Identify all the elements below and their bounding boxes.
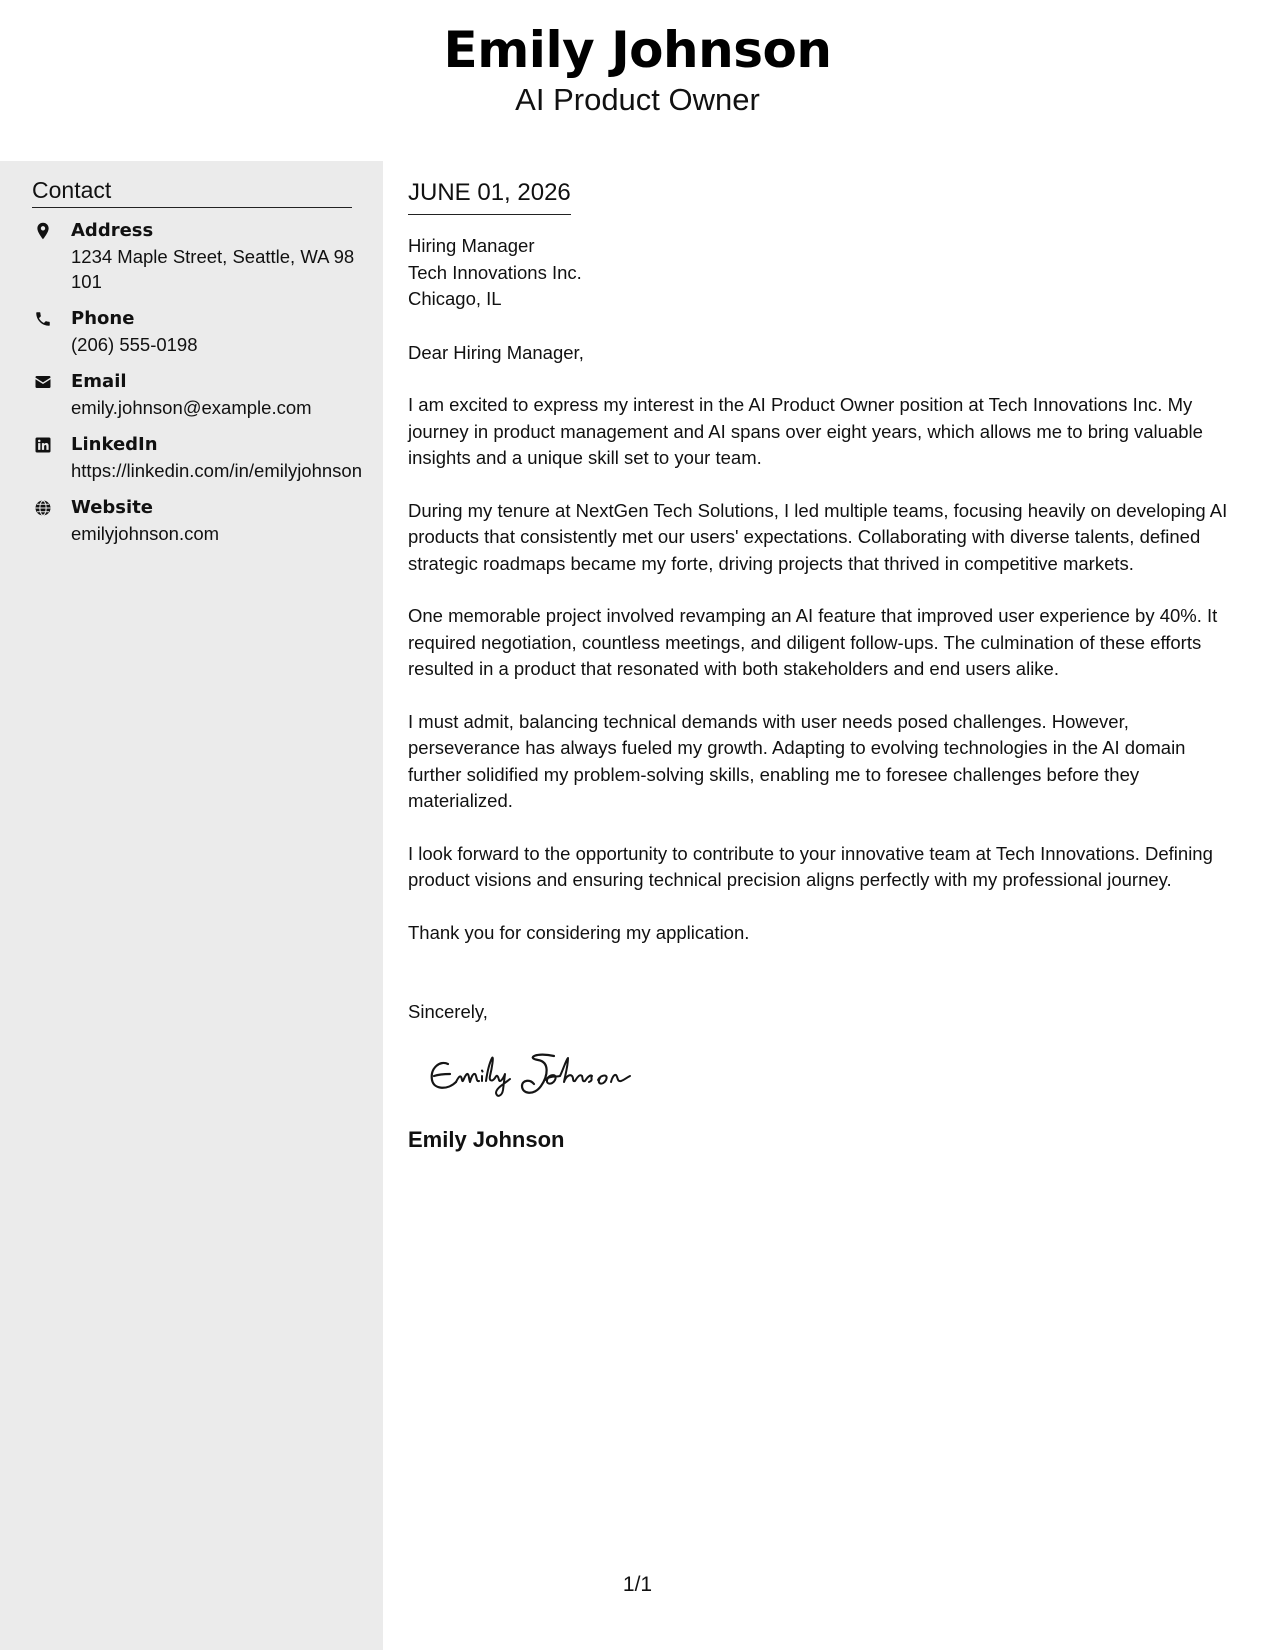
- salutation: Dear Hiring Manager,: [408, 341, 584, 363]
- paragraph: I look forward to the opportunity to contribute to your innovative team at Tech Innovations. Defining product visions and ensuring technical precision aligns perfectly with my professional journey.: [408, 842, 1213, 890]
- contact-list: [32, 218, 362, 558]
- website-value: emilyjohnson.com: [71, 523, 220, 544]
- contact-heading: Contact: [32, 174, 352, 208]
- contact-email: [32, 369, 362, 420]
- signer-name: Emily Johnson: [408, 1126, 565, 1152]
- paragraph: During my tenure at NextGen Tech Solutions, I led multiple teams, focusing heavily on developing AI products that consistently met our users' expectations. Collaborating with diverse talents, defined strategic roadmaps became my forte, driving projects that thrived in competitive markets.: [408, 499, 1228, 574]
- contact-website: [32, 495, 362, 546]
- address-label: Address: [71, 220, 154, 241]
- email-value: emily.johnson@example.com: [71, 397, 312, 418]
- recipient-name: Hiring Manager: [408, 235, 535, 256]
- contact-address: [32, 218, 362, 294]
- address-value: 1234 Maple Street, Seattle, WA 98101: [71, 246, 355, 292]
- paragraph: Thank you for considering my application.: [408, 921, 750, 943]
- paragraph: I must admit, balancing technical demands with user needs posed challenges. However, perseverance has always fueled my growth. Adapting to evolving technologies in the AI domain further solidified my problem-solving skills, enabling me to foresee challenges before they materialized.: [408, 710, 1186, 811]
- page-header: [0, 0, 1275, 160]
- website-label: Website: [71, 497, 154, 518]
- globe-icon: [34, 499, 52, 517]
- contact-linkedin: [32, 432, 362, 483]
- letter-body: [408, 176, 1240, 1155]
- signature-image: [426, 1046, 656, 1104]
- linkedin-label: LinkedIn: [71, 434, 158, 455]
- applicant-name: Emily Johnson: [443, 21, 832, 79]
- contact-phone: [32, 306, 362, 357]
- recipient-location: Chicago, IL: [408, 288, 502, 309]
- paragraph: I am excited to express my interest in the AI Product Owner position at Tech Innovations Inc. My journey in product management and AI spans over eight years, which allows me to bring valuable insights and a unique skill set to your team.: [408, 394, 1203, 468]
- map-pin-icon: [34, 222, 52, 240]
- job-title: AI Product Owner: [515, 82, 760, 117]
- paragraph: One memorable project involved revamping an AI feature that improved user experience by 40%. It required negotiation, countless meetings, and diligent follow-ups. The culmination of these efforts resulted in a product that resonated with both stakeholders and end users alike.: [408, 605, 1218, 679]
- letter-date: JUNE 01, 2026: [408, 176, 571, 215]
- closing: Sincerely,: [408, 1001, 488, 1022]
- email-label: Email: [71, 371, 127, 392]
- linkedin-value: https://linkedin.com/in/emilyjohnson: [71, 460, 363, 481]
- phone-value: (206) 555-0198: [71, 334, 198, 355]
- phone-label: Phone: [71, 308, 135, 329]
- envelope-icon: [34, 373, 52, 391]
- page-number: 1/1: [622, 1573, 653, 1596]
- phone-icon: [34, 310, 52, 328]
- recipient-block: [408, 233, 1240, 313]
- linkedin-icon: [34, 436, 52, 454]
- recipient-company: Tech Innovations Inc.: [408, 261, 582, 283]
